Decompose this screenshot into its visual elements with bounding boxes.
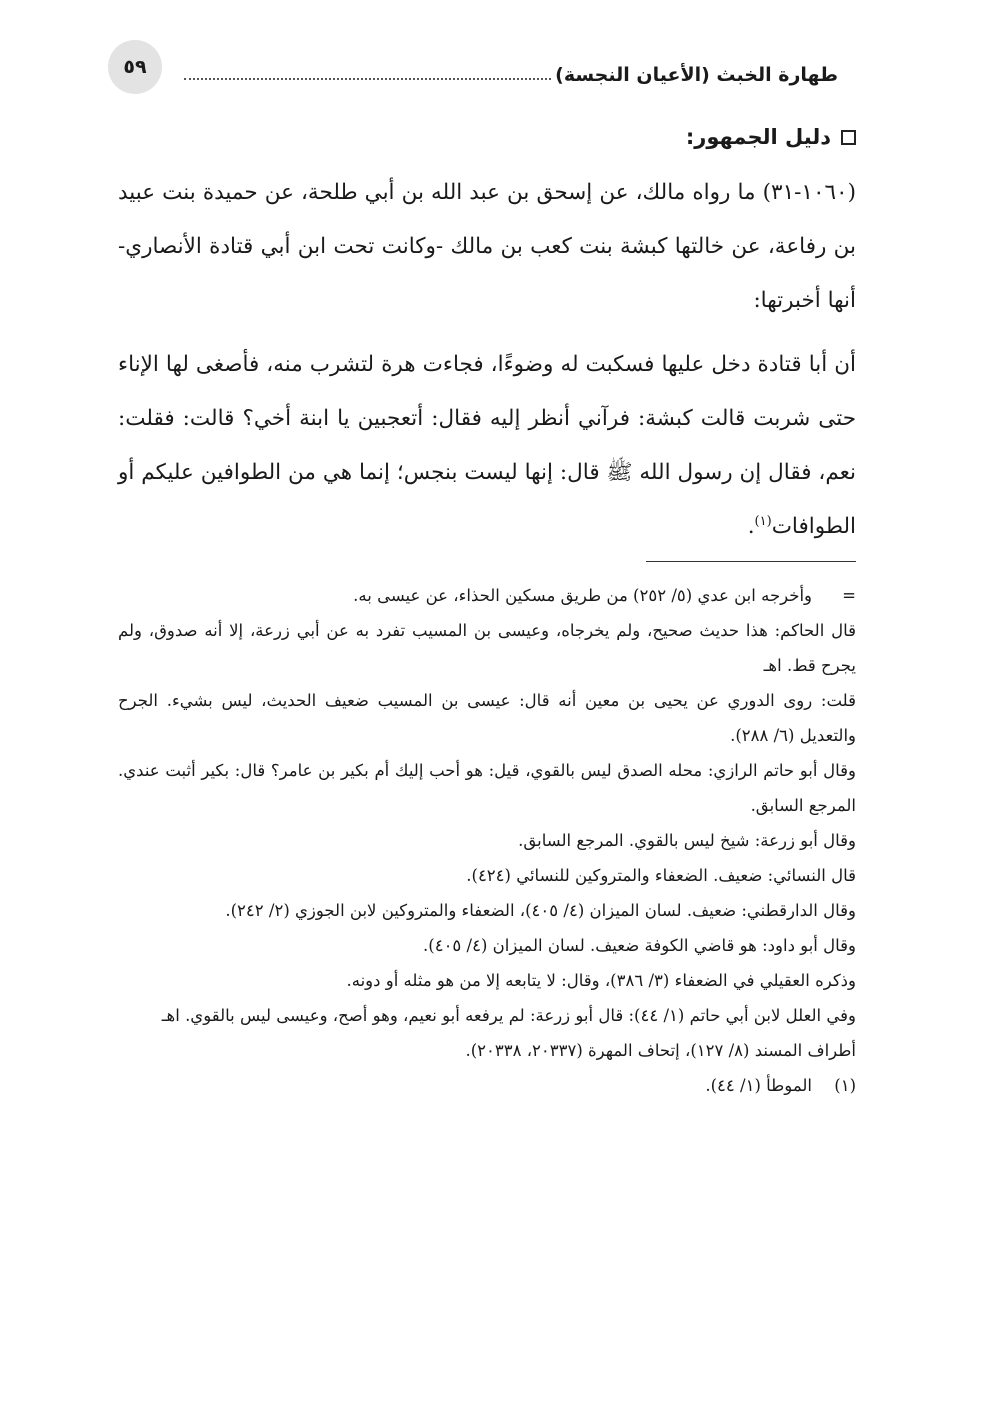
footnote-line: قلت: روى الدوري عن يحيى بن معين أنه قال: عيسى بن المسيب ضعيف الحديث، ليس بشيء. الجرح والتعديل (٦/ ٢٨٨). [118, 691, 856, 745]
footnote-text: وأخرجه ابن عدي (٥/ ٢٥٢) من طريق مسكين الحذاء، عن عيسى به. [353, 586, 812, 605]
footnote-1-label: (١) [834, 1076, 856, 1095]
hadith-paragraph-1: (١٠٦٠-٣١) ما رواه مالك، عن إسحق بن عبد الله بن أبي طلحة، عن حميدة بنت عبيد بن رفاعة، عن خالتها كبشة بنت كعب بن مالك -وكانت تحت ابن أبي قتادة الأنصاري- أنها أخبرتها: [118, 180, 856, 313]
footnote-line: أطراف المسند (٨/ ١٢٧)، إتحاف المهرة (٢٠٣٣٧، ٢٠٣٣٨). [465, 1041, 856, 1060]
footnote-line: وقال أبو حاتم الرازي: محله الصدق ليس بالقوي، قيل: هو أحب إليك أم بكير بن عامر؟ قال: بكير أثبت عندي. المرجع السابق. [118, 761, 856, 815]
dotted-leader [184, 78, 551, 80]
footnote-ref-1[interactable]: (١) [754, 513, 772, 529]
footnotes [118, 578, 856, 1103]
page-number: ٥٩ [108, 40, 162, 94]
footnote-line [118, 578, 856, 613]
section-heading [118, 112, 856, 162]
footnote-1 [118, 1068, 856, 1103]
footnote-line: وقال أبو داود: هو قاضي الكوفة ضعيف. لسان الميزان (٤/ ٤٠٥). [423, 936, 856, 955]
square-bullet-icon [841, 130, 856, 145]
footnote-line: وقال الدارقطني: ضعيف. لسان الميزان (٤/ ٤٠٥)، الضعفاء والمتروكين لابن الجوزي (٢/ ٢٤٢). [225, 901, 856, 920]
footnote-line: وذكره العقيلي في الضعفاء (٣/ ٣٨٦)، وقال: لا يتابعه إلا من هو مثله أو دونه. [346, 971, 856, 990]
running-title: طهارة الخبث (الأعيان النجسة) [555, 64, 838, 86]
footnote-line: قال الحاكم: هذا حديث صحيح، ولم يخرجاه، وعيسى بن المسيب تفرد به عن أبي زرعة، إلا أنه صدوق، ولم يجرح قط. اهـ [118, 621, 856, 675]
paragraph-end: . [747, 514, 755, 539]
running-title-line [184, 64, 842, 86]
section-heading-text: دليل الجمهور: [685, 125, 831, 149]
hadith-paragraph-2 [118, 338, 856, 554]
footnote-line: وفي العلل لابن أبي حاتم (١/ ٤٤): قال أبو زرعة: لم يرفعه أبو نعيم، وهو أصح، وعيسى ليس بالقوي. اهـ [161, 1006, 856, 1025]
hadith-paragraph-2-text: أن أبا قتادة دخل عليها فسكبت له وضوءًا، فجاءت هرة لتشرب منه، فأصغى لها الإناء حتى شربت قالت كبشة: فرآني أنظر إليه فقال: أتعجبين يا ابنة أخي؟ قالت: فقلت: نعم، فقال إن رسول الله ﷺ قال: إنها ليست بنجس؛ إنما هي من الطوافين عليكم أو الطوافات [118, 352, 856, 539]
footnote-line: وقال أبو زرعة: شيخ ليس بالقوي. المرجع السابق. [518, 831, 856, 850]
footnote-line: قال النسائي: ضعيف. الضعفاء والمتروكين للنسائي (٤٢٤). [466, 866, 856, 885]
footnote-divider [646, 561, 856, 562]
page-header [108, 40, 854, 98]
continuation-mark: = [842, 586, 856, 605]
main-text [118, 112, 856, 554]
footnote-1-text: الموطأ (١/ ٤٤). [705, 1076, 812, 1095]
